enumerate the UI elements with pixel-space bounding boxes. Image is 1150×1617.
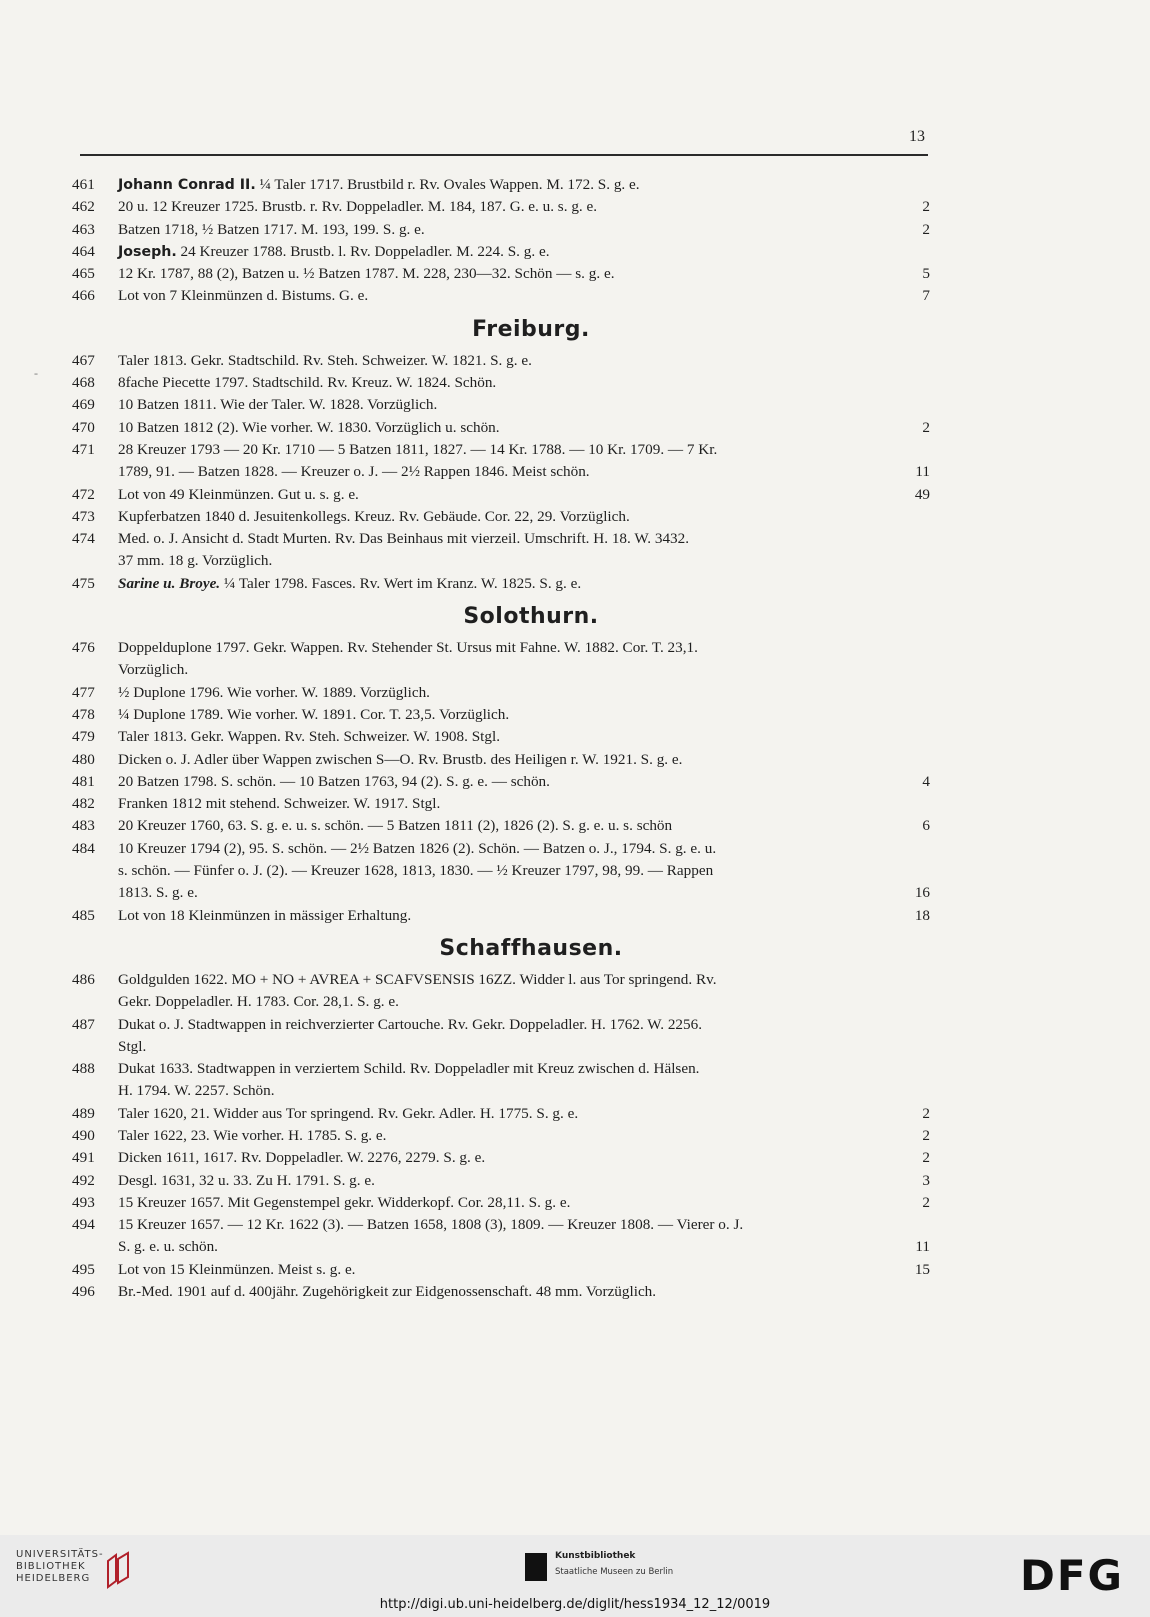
lot-number: 469 [72,396,95,414]
lot-text: H. 1794. W. 2257. Schön. [118,1082,275,1100]
lot-text: Lot von 15 Kleinmünzen. Meist s. g. e. [118,1260,356,1278]
lot-estimate: 11 [915,463,930,481]
lot-number: 472 [72,485,95,503]
lot-description [118,550,886,572]
lot-row [72,1080,930,1102]
lot-description [118,1147,886,1169]
lot-description [118,263,886,285]
lot-row [72,882,930,904]
lot-description [118,372,886,394]
lot-description [118,174,886,196]
lot-row [72,682,930,704]
lot-row [72,749,930,771]
lot-description [118,1058,886,1080]
lot-text: 20 u. 12 Kreuzer 1725. Brustb. r. Rv. Doppeladler. M. 184, 187. G. e. u. s. g. e. [118,198,598,216]
lot-number: 461 [72,176,95,193]
lot-number: 464 [72,242,95,260]
lot-estimate: 15 [914,1260,930,1278]
lot-description [118,749,886,771]
lot-text: Br.-Med. 1901 auf d. 400jähr. Zugehörigkeit zur Eidgenossenschaft. 48 mm. Vorzüglich. [118,1283,657,1301]
lot-number: 491 [72,1149,95,1167]
lot-estimate: 49 [914,485,930,503]
lot-text: Lot von 49 Kleinmünzen. Gut u. s. g. e. [118,485,359,503]
lot-description [118,1192,886,1214]
lot-description [118,241,886,263]
lot-description [118,1236,886,1258]
uni-logo-line1: UNIVERSITÄTS- [16,1549,104,1560]
lot-estimate: 2 [922,1126,930,1144]
lot-number: 488 [72,1060,95,1078]
lot-text: 20 Kreuzer 1760, 63. S. g. e. u. s. schön. — 5 Batzen 1811 (2), 1826 (2). S. g. e. u. s. schön [118,817,673,835]
catalogue-listing [72,174,930,1303]
lot-description [118,1170,886,1192]
lot-number: 468 [72,374,95,392]
lot-row [72,1170,930,1192]
lot-number: 487 [72,1015,95,1033]
lot-ruler-name: Joseph. [118,243,177,260]
lot-text: 10 Kreuzer 1794 (2), 95. S. schön. — 2½ Batzen 1826 (2). Schön. — Batzen o. J., 1794. S. g. e. u. [118,839,717,857]
lot-estimate: 3 [922,1171,930,1189]
lot-estimate: 2 [922,1149,930,1167]
lot-row [72,1147,930,1169]
lot-text: Taler 1813. Gekr. Wappen. Rv. Steh. Schweizer. W. 1908. Stgl. [118,728,500,746]
lot-row [72,793,930,815]
lot-row [72,263,930,285]
section-title: Schaffhausen. [439,935,623,961]
kunstbibliothek-logo[interactable] [525,1549,745,1589]
lot-estimate: 16 [914,884,930,902]
lot-text: ¼ Taler 1798. Fasces. Rv. Wert im Kranz. W. 1825. S. g. e. [220,574,582,592]
lot-text: s. schön. — Fünfer o. J. (2). — Kreuzer 1628, 1813, 1830. — ½ Kreuzer 1797, 98, 99. — Rappen [118,862,714,880]
page-number: 13 [909,128,925,145]
lot-number: 485 [72,906,95,924]
lot-text: 12 Kr. 1787, 88 (2), Batzen u. ½ Batzen 1787. M. 228, 230—32. Schön — s. g. e. [118,265,615,283]
lot-text: Lot von 18 Kleinmünzen in mässiger Erhaltung. [118,906,412,924]
lot-row [72,1103,930,1125]
lot-ruler-name: Johann Conrad II. [118,177,256,193]
dfg-logo[interactable]: DFG [1020,1551,1125,1600]
lot-row [72,174,930,196]
lot-text: 24 Kreuzer 1788. Brustb. l. Rv. Doppeladler. M. 224. S. g. e. [176,242,550,260]
lot-estimate: 2 [922,198,930,216]
lot-number: 463 [72,220,95,238]
lot-text: Taler 1813. Gekr. Stadtschild. Rv. Steh. Schweizer. W. 1821. S. g. e. [118,351,532,369]
lot-row [72,704,930,726]
lot-row [72,815,930,837]
lot-description [118,882,886,904]
lot-row [72,350,930,372]
lot-description [118,1014,886,1036]
lot-row [72,1036,930,1058]
lot-number: 480 [72,750,95,768]
kb-logo-subtitle: Staatliche Museen zu Berlin [555,1567,674,1577]
lot-row [72,905,930,927]
lot-description [118,1125,886,1147]
lot-description [118,860,886,882]
lot-description [118,1281,886,1303]
heidelberg-library-logo[interactable] [16,1549,136,1599]
lot-number: 470 [72,418,95,436]
permalink-url[interactable]: http://digi.ub.uni-heidelberg.de/diglit/hess1934_12_12/0019 [379,1597,771,1612]
lot-text: ¼ Duplone 1789. Wie vorher. W. 1891. Cor. T. 23,5. Vorzüglich. [118,705,510,723]
lot-row [72,219,930,241]
lot-text: Goldgulden 1622. MO + NO + AVREA + SCAFVSENSIS 16ZZ. Widder l. aus Tor springend. Rv. [118,970,717,988]
margin-mark: - [34,366,38,380]
lot-number: 478 [72,705,95,723]
lot-row [72,1236,930,1258]
lot-text: 28 Kreuzer 1793 — 20 Kr. 1710 — 5 Batzen 1811, 1827. — 14 Kr. 1788. — 10 Kr. 1709. — 7 Kr. [118,440,718,458]
lot-estimate: 2 [922,418,930,436]
lot-number: 476 [72,639,95,657]
lot-number: 475 [72,574,95,592]
lot-description [118,682,886,704]
lot-description [118,838,886,860]
lot-number: 479 [72,728,95,746]
lot-text: Dicken 1611, 1617. Rv. Doppeladler. W. 2276, 2279. S. g. e. [118,1149,486,1167]
lot-description [118,1259,886,1281]
lot-text: 10 Batzen 1811. Wie der Taler. W. 1828. Vorzüglich. [118,396,438,414]
lot-text: Med. o. J. Ansicht d. Stadt Murten. Rv. Das Beinhaus mit vierzeil. Umschrift. H. 18. W. 3432. [118,530,690,548]
lot-row [72,461,930,483]
lot-description [118,771,886,793]
lot-text: 1789, 91. — Batzen 1828. — Kreuzer o. J. — 2½ Rappen 1846. Meist schön. [118,463,590,481]
lot-description [118,417,886,439]
lot-number: 467 [72,351,95,369]
lot-description [118,969,886,991]
lot-description [118,528,886,550]
lot-number: 486 [72,970,95,988]
lot-number: 462 [72,198,95,216]
lot-text: 8fache Piecette 1797. Stadtschild. Rv. Kreuz. W. 1824. Schön. [118,374,497,392]
lot-number: 474 [72,530,95,548]
lot-description [118,726,886,748]
lot-row [72,1014,930,1036]
lot-text: Kupferbatzen 1840 d. Jesuitenkollegs. Kreuz. Rv. Gebäude. Cor. 22, 29. Vorzüglich. [118,507,630,525]
header-rule [80,154,928,156]
uni-logo-line3: HEIDELBERG [16,1573,91,1584]
lot-number: 489 [72,1104,95,1122]
lot-text: 10 Batzen 1812 (2). Wie vorher. W. 1830. Vorzüglich u. schön. [118,418,500,436]
lot-row [72,1058,930,1080]
lot-row [72,991,930,1013]
lot-text: ½ Duplone 1796. Wie vorher. W. 1889. Vorzüglich. [118,683,430,701]
lot-row [72,771,930,793]
lot-row [72,969,930,991]
lot-description [118,461,886,483]
lot-row [72,506,930,528]
lot-text: Batzen 1718, ½ Batzen 1717. M. 193, 199. S. g. e. [118,220,425,238]
lot-text: Dicken o. J. Adler über Wappen zwischen S—O. Rv. Brustb. des Heiligen r. W. 1921. S. g. e. [118,750,683,768]
lot-text: Desgl. 1631, 32 u. 33. Zu H. 1791. S. g. e. [118,1171,375,1189]
lot-number: 492 [72,1171,95,1189]
lot-row [72,1125,930,1147]
lot-description [118,484,886,506]
lot-number: 483 [72,817,95,835]
lot-number: 496 [72,1283,95,1301]
lot-row [72,484,930,506]
lot-row [72,860,930,882]
lot-row [72,372,930,394]
lot-row [72,1192,930,1214]
lot-text: Stgl. [118,1037,147,1055]
lot-text: S. g. e. u. schön. [118,1238,218,1256]
lot-description [118,1214,886,1236]
lot-description [118,1103,886,1125]
lot-number: 466 [72,287,95,305]
section-title: Solothurn. [463,604,599,630]
lot-description [118,1080,886,1102]
lot-text: Lot von 7 Kleinmünzen d. Bistums. G. e. [118,287,369,305]
lot-estimate: 6 [922,817,930,835]
lot-description [118,573,886,595]
lot-row [72,1259,930,1281]
lot-description [118,815,886,837]
lot-description [118,1036,886,1058]
viewer-footer [0,1535,1150,1617]
lot-number: 484 [72,839,95,857]
lot-row [72,637,930,659]
lot-number: 494 [72,1216,95,1234]
lot-row [72,196,930,218]
kunstbibliothek-emblem-icon [525,1553,547,1581]
lot-number: 471 [72,440,95,458]
lot-estimate: 7 [922,287,930,305]
lot-number: 465 [72,265,95,283]
lot-text: 15 Kreuzer 1657. — 12 Kr. 1622 (3). — Batzen 1658, 1808 (3), 1809. — Kreuzer 1808. — Vierer o. J. [118,1216,744,1234]
lot-text: 15 Kreuzer 1657. Mit Gegenstempel gekr. Widderkopf. Cor. 28,11. S. g. e. [118,1193,571,1211]
lot-estimate: 5 [922,265,930,283]
lot-description [118,905,886,927]
lot-description [118,704,886,726]
lot-description [118,394,886,416]
lot-description [118,219,886,241]
lot-text: Dukat 1633. Stadtwappen in verziertem Schild. Rv. Doppeladler mit Kreuz zwischen d. Hälsen. [118,1060,700,1078]
lot-text: ¼ Taler 1717. Brustbild r. Rv. Ovales Wappen. M. 172. S. g. e. [255,176,640,193]
lot-estimate: 11 [915,1238,930,1256]
lot-row [72,838,930,860]
lot-row [72,417,930,439]
lot-description [118,350,886,372]
lot-estimate: 2 [922,1193,930,1211]
lot-description [118,659,886,681]
lot-estimate: 2 [922,1104,930,1122]
lot-description [118,285,886,307]
lot-text: 1813. S. g. e. [118,884,198,902]
lot-row [72,285,930,307]
lot-text: Doppelduplone 1797. Gekr. Wappen. Rv. Stehender St. Ursus mit Fahne. W. 1882. Cor. T. 23,1. [118,639,698,657]
lot-row [72,528,930,550]
lot-row [72,573,930,595]
lot-row [72,439,930,461]
lot-description [118,439,886,461]
lot-text: Gekr. Doppeladler. H. 1783. Cor. 28,1. S. g. e. [118,993,399,1011]
lot-row [72,394,930,416]
lot-description [118,793,886,815]
lot-row [72,241,930,263]
lot-ruler-name: Sarine u. Broye. [118,574,221,592]
lot-row [72,550,930,572]
lot-number: 490 [72,1126,95,1144]
lot-text: 37 mm. 18 g. Vorzüglich. [118,552,273,570]
lot-number: 482 [72,795,95,813]
uni-logo-line2: BIBLIOTHEK [16,1561,86,1572]
lot-row [72,1214,930,1236]
lot-description [118,991,886,1013]
lot-estimate: 4 [922,772,930,790]
lot-description [118,637,886,659]
lot-number: 473 [72,507,95,525]
lot-text: Franken 1812 mit stehend. Schweizer. W. 1917. Stgl. [118,795,441,813]
lot-text: Dukat o. J. Stadtwappen in reichverzierter Cartouche. Rv. Gekr. Doppeladler. H. 1762. W. 2256. [118,1015,703,1033]
lot-text: Vorzüglich. [118,661,189,679]
lot-text: Taler 1620, 21. Widder aus Tor springend. Rv. Gekr. Adler. H. 1775. S. g. e. [118,1104,579,1122]
lot-number: 477 [72,683,95,701]
lot-description [118,196,886,218]
lot-number: 481 [72,772,95,790]
lot-estimate: 2 [922,220,930,238]
lot-number: 493 [72,1193,95,1211]
lot-row [72,726,930,748]
lot-text: Taler 1622, 23. Wie vorher. H. 1785. S. g. e. [118,1126,387,1144]
section-title: Freiburg. [472,316,590,342]
lot-row [72,1281,930,1303]
lot-row [72,659,930,681]
lot-estimate: 18 [914,906,930,924]
lot-text: 20 Batzen 1798. S. schön. — 10 Batzen 1763, 94 (2). S. g. e. — schön. [118,772,550,790]
heidelberg-emblem-icon [104,1551,134,1591]
lot-description [118,506,886,528]
kb-logo-title: Kunstbibliothek [555,1551,636,1561]
lot-number: 495 [72,1260,95,1278]
